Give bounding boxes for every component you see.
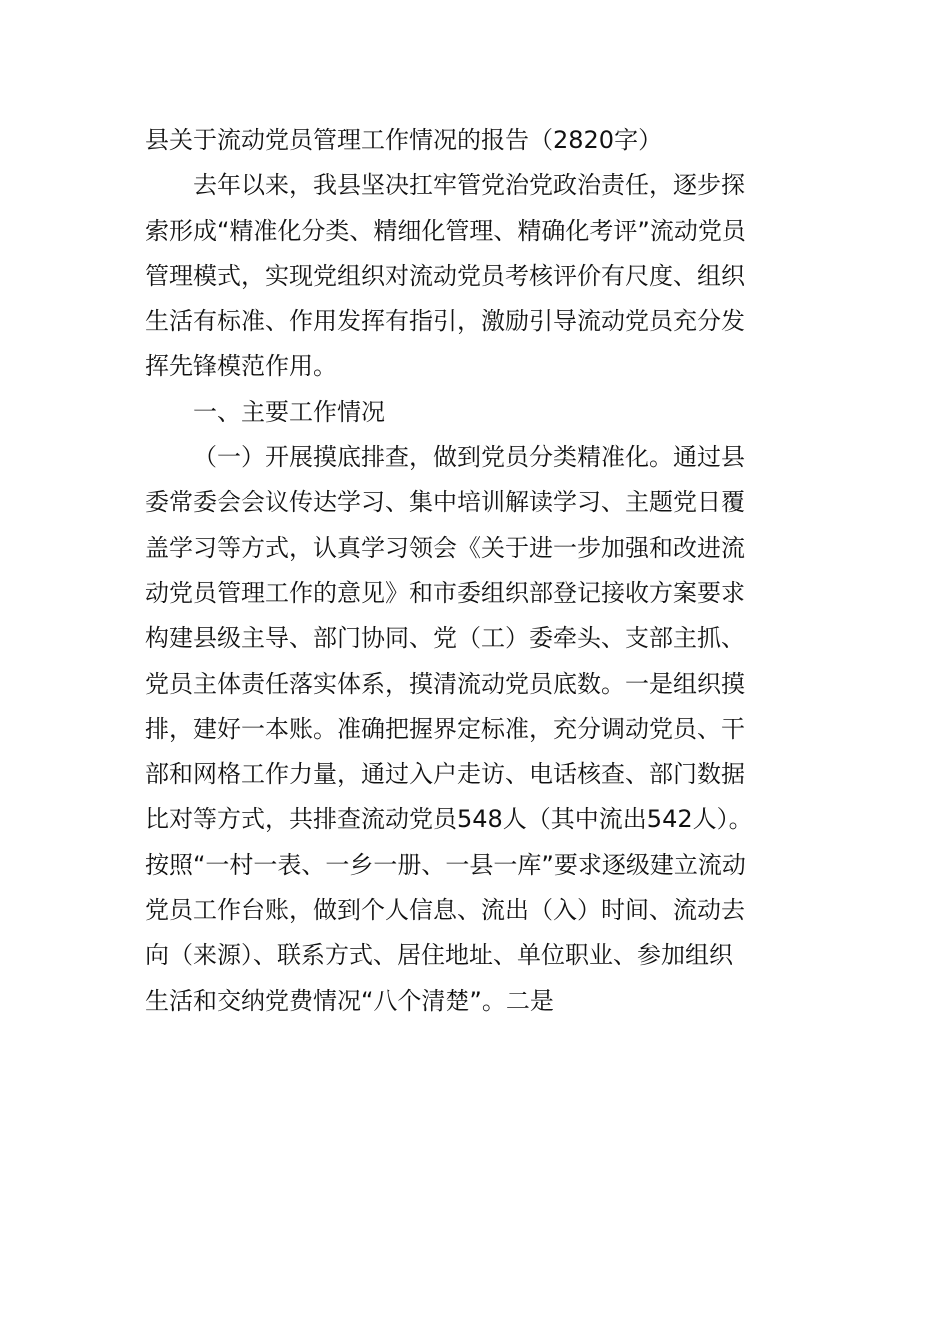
paragraph-2-line-9: 比对等方式，共排查流动党员548人（其中流出542人）。	[145, 805, 753, 834]
paragraph-1-line-1: 去年以来，我县坚决扛牢管党治党政治责任，逐步探	[193, 171, 745, 200]
paragraph-1-line-4: 生活有标准、作用发挥有指引，激励引导流动党员充分发	[145, 307, 745, 336]
paragraph-2-line-3: 盖学习等方式，认真学习领会《关于进一步加强和改进流	[145, 533, 745, 562]
paragraph-1-line-5: 挥先锋模范作用。	[145, 352, 337, 381]
paragraph-2-line-13: 生活和交纳党费情况“八个清楚”。二是	[145, 986, 554, 1015]
paragraph-2-line-4: 动党员管理工作的意见》和市委组织部登记接收方案要求	[145, 578, 745, 607]
paragraph-2-line-7: 排，建好一本账。准确把握界定标准，充分调动党员、干	[145, 714, 745, 743]
document-body	[145, 118, 825, 1024]
section-heading: 一、主要工作情况	[193, 397, 385, 426]
paragraph-2-line-10: 按照“一村一表、一乡一册、一县一库”要求逐级建立流动	[145, 850, 746, 879]
paragraph-2-line-6: 党员主体责任落实体系，摸清流动党员底数。一是组织摸	[145, 669, 745, 698]
paragraph-2-line-8: 部和网格工作力量，通过入户走访、电话核查、部门数据	[145, 760, 745, 789]
paragraph-1-line-3: 管理模式，实现党组织对流动党员考核评价有尺度、组织	[145, 261, 745, 290]
paragraph-2-line-2: 委常委会会议传达学习、集中培训解读学习、主题党日覆	[145, 488, 745, 517]
paragraph-2-line-12: 向（来源）、联系方式、居住地址、单位职业、参加组织	[145, 941, 733, 970]
document-title: 县关于流动党员管理工作情况的报告（2820字）	[145, 126, 663, 154]
paragraph-2-line-5: 构建县级主导、部门协同、党（工）委牵头、支部主抓、	[145, 624, 745, 653]
paragraph-2-line-1: （一）开展摸底排查，做到党员分类精准化。通过县	[193, 443, 745, 472]
paragraph-1-line-2: 索形成“精准化分类、精细化管理、精确化考评”流动党员	[145, 216, 746, 245]
paragraph-2-line-11: 党员工作台账，做到个人信息、流出（入）时间、流动去	[145, 896, 745, 925]
